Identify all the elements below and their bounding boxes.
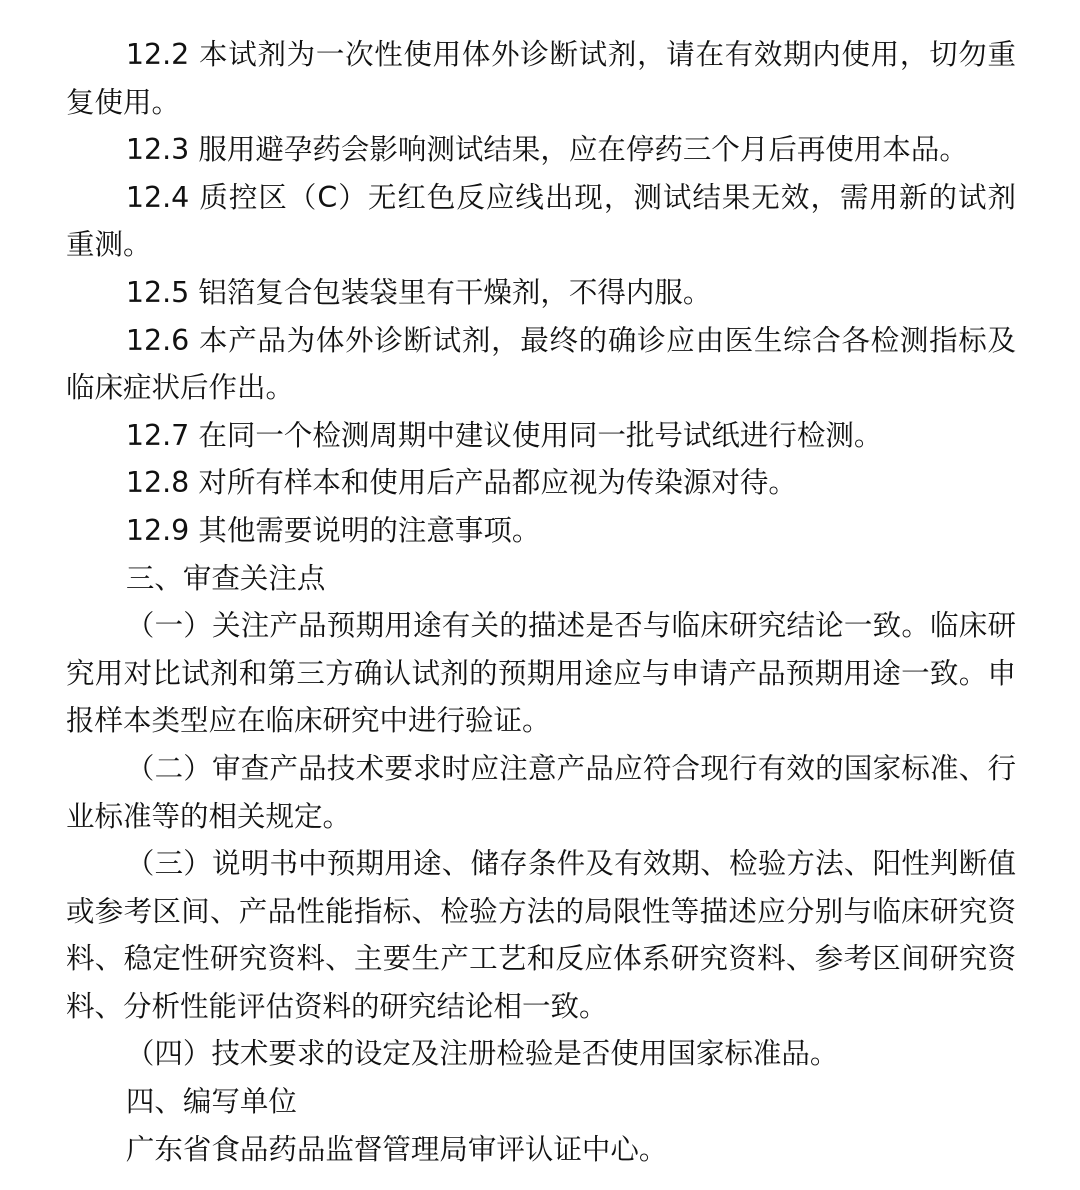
paragraph-12-6: 12.6 本产品为体外诊断试剂，最终的确诊应由医生综合各检测指标及临床症状后作出。 <box>66 323 1016 405</box>
section-heading-author-unit: 四、编写单位 <box>125 1085 297 1119</box>
paragraph-12-9: 12.9 其他需要说明的注意事项。 <box>125 513 541 547</box>
paragraph-12-2: 12.2 本试剂为一次性使用体外诊断试剂，请在有效期内使用，切勿重复使用。 <box>66 38 1016 119</box>
paragraph-12-4: 12.4 质控区（C）无红色反应线出现，测试结果无效，需用新的试剂重测。 <box>66 180 1016 262</box>
paragraph-12-8: 12.8 对所有样本和使用后产品都应视为传染源对待。 <box>125 466 797 500</box>
paragraph-12-7: 12.7 在同一个检测周期中建议使用同一批号试纸进行检测。 <box>125 418 883 452</box>
paragraph-12-5: 12.5 铝箔复合包装袋里有干燥剂，不得内服。 <box>125 275 712 309</box>
section-heading-review-points: 三、审查关注点 <box>125 561 326 595</box>
paragraph-12-3: 12.3 服用避孕药会影响测试结果，应在停药三个月后再使用本品。 <box>125 133 968 167</box>
document-page <box>66 31 1016 1173</box>
review-point-4: （四）技术要求的设定及注册检验是否使用国家标准品。 <box>125 1037 839 1071</box>
review-point-3: （三）说明书中预期用途、储存条件及有效期、检验方法、阳性判断值或参考区间、产品性能指标、检验方法的局限性等描述应分别与临床研究资料、稳定性研究资料、主要生产工艺和反应体系研究资料、参考区间研究资料、分析性能评估资料的研究结论相一致。 <box>66 847 1016 1023</box>
author-unit-name: 广东省食品药品监督管理局审评认证中心。 <box>125 1132 668 1166</box>
review-point-1: （一）关注产品预期用途有关的描述是否与临床研究结论一致。临床研究用对比试剂和第三方确认试剂的预期用途应与申请产品预期用途一致。申报样本类型应在临床研究中进行验证。 <box>66 609 1016 738</box>
review-point-2: （二）审查产品技术要求时应注意产品应符合现行有效的国家标准、行业标准等的相关规定。 <box>66 751 1016 833</box>
